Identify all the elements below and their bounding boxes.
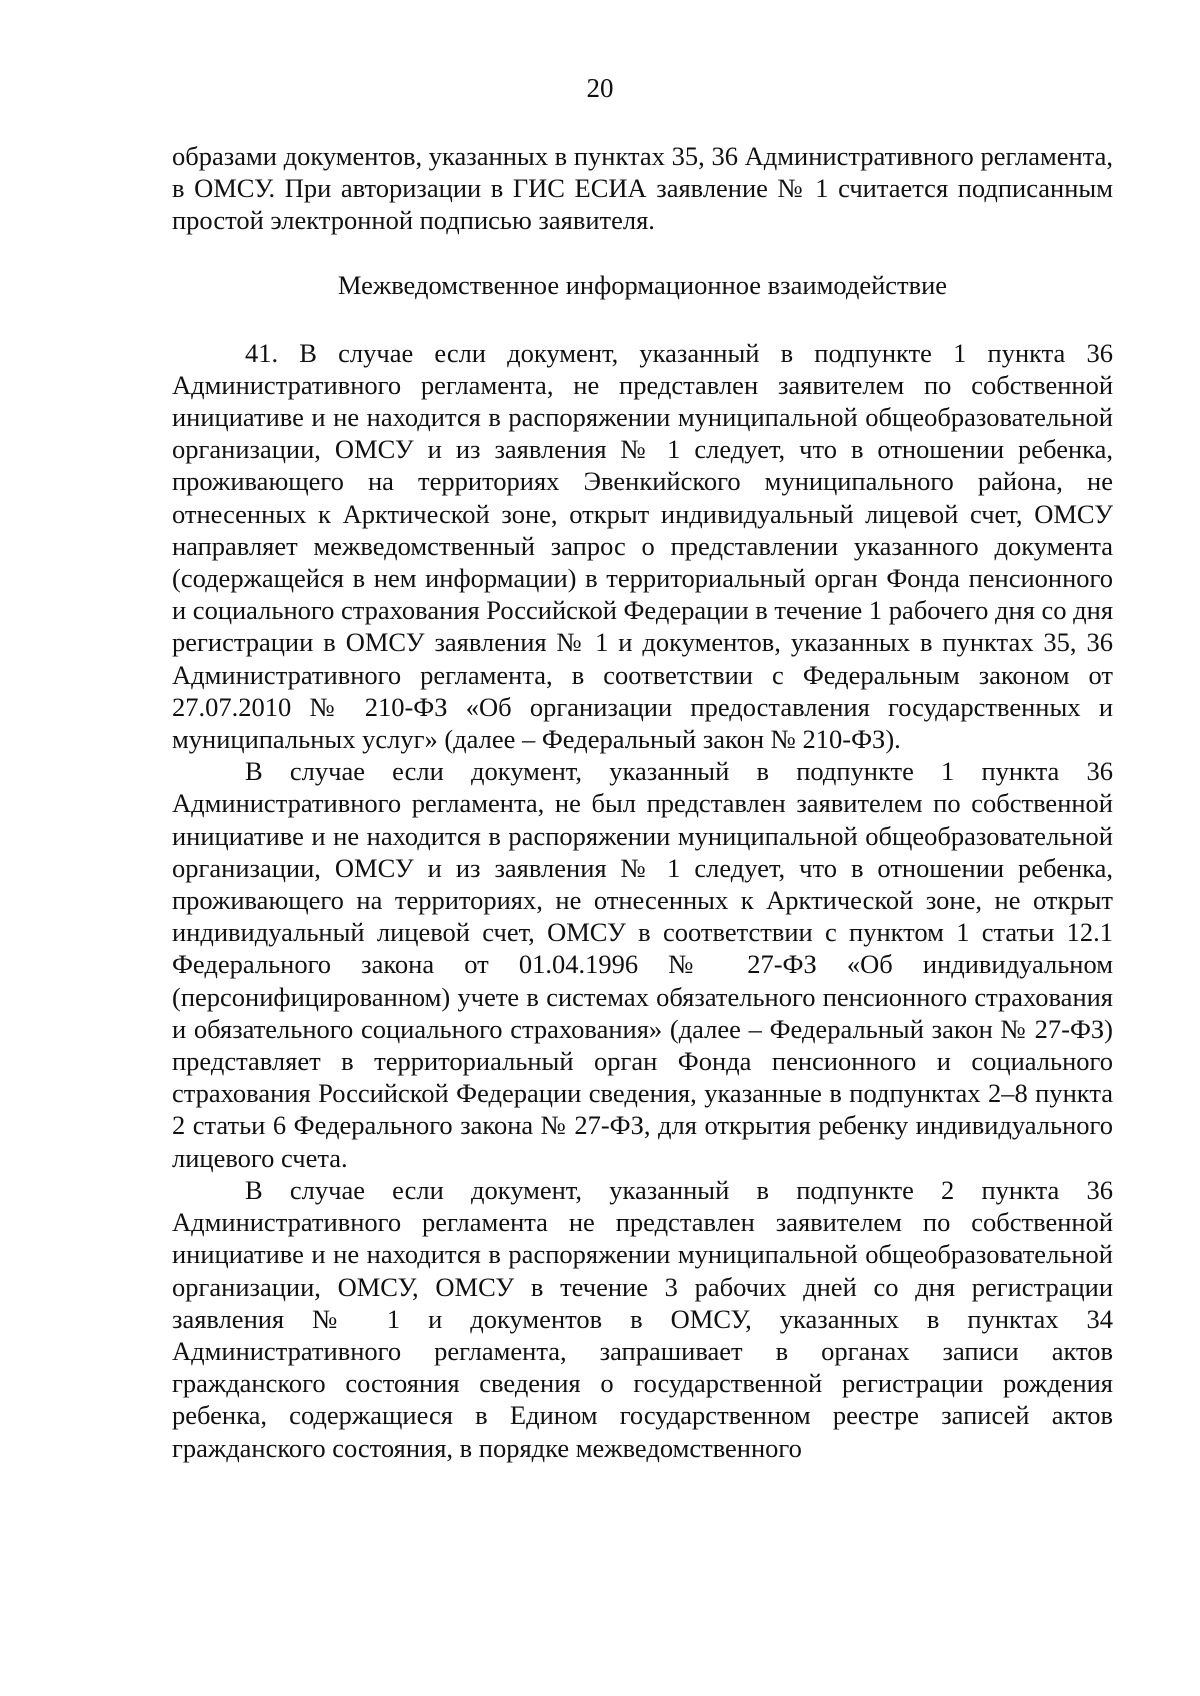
document-body [172, 140, 1113, 1464]
paragraph-individual-account: В случае если документ, указанный в подпункте 1 пункта 36 Административного регламента, не был представлен заявителем по собственной инициативе и не находится в распоряжении муниципальной общеобразовательной организации, ОМСУ и из заявления № 1 следует, что в отношении ребенка, проживающего на территориях, не отнесенных к Арктической зоне, не открыт индивидуальный лицевой счет, ОМСУ в соответствии с пунктом 1 статьи 12.1 Федерального закона от 01.04.1996 № 27-ФЗ «Об индивидуальном (персонифицированном) учете в системах обязательного пенсионного страхования и обязательного социального страхования» (далее – Федеральный закон № 27-ФЗ) представляет в территориальный орган Фонда пенсионного и социального страхования Российской Федерации сведения, указанные в подпунктах 2–8 пункта 2 статьи 6 Федерального закона № 27-ФЗ, для открытия ребенку индивидуального лицевого счета. [172, 756, 1113, 1173]
paragraph-civil-registry: В случае если документ, указанный в подпункте 2 пункта 36 Административного регламента не представлен заявителем по собственной инициативе и не находится в распоряжении муниципальной общеобразовательной организации, ОМСУ, ОМСУ в течение 3 рабочих дней со дня регистрации заявления № 1 и документов в ОМСУ, указанных в пунктах 34 Административного регламента, запрашивает в органах записи актов гражданского состояния сведения о государственной регистрации рождения ребенка, содержащиеся в Едином государственном реестре записей актов гражданского состояния, в порядке межведомственного [172, 1174, 1113, 1463]
page-number: 20 [586, 73, 614, 103]
paragraph-41: 41. В случае если документ, указанный в подпункте 1 пункта 36 Административного регламента, не представлен заявителем по собственной инициативе и не находится в распоряжении муниципальной общеобразовательной организации, ОМСУ и из заявления № 1 следует, что в отношении ребенка, проживающего на территориях Эвенкийского муниципального района, не отнесенных к Арктической зоне, открыт индивидуальный лицевой счет, ОМСУ направляет межведомственный запрос о представлении указанного документа (содержащейся в нем информации) в территориальный орган Фонда пенсионного и социального страхования Российской Федерации в течение 1 рабочего дня со дня регистрации в ОМСУ заявления № 1 и документов, указанных в пунктах 35, 36 Административного регламента, в соответствии с Федеральным законом от 27.07.2010 № 210-ФЗ «Об организации предоставления государственных и муниципальных услуг» (далее – Федеральный закон № 210-ФЗ). [172, 337, 1114, 755]
section-heading: Межведомственное информационное взаимодействие [337, 269, 948, 300]
paragraph-continuation: образами документов, указанных в пунктах 35, 36 Административного регламента, в ОМСУ. При авторизации в ГИС ЕСИА заявление № 1 считается подписанным простой электронной подписью заявителя. [172, 141, 1113, 236]
